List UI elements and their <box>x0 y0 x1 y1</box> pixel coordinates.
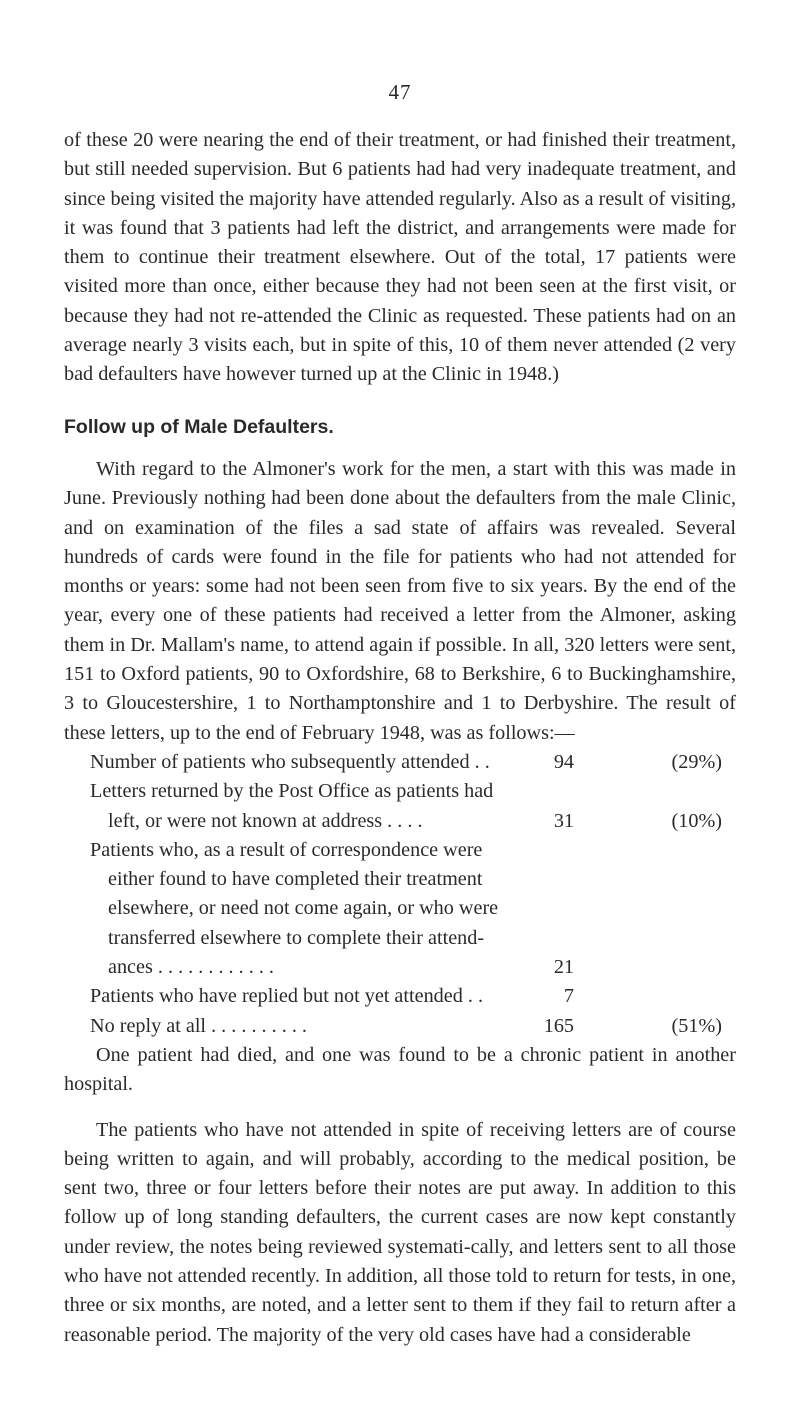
results-row-label <box>90 982 522 1011</box>
results-row-label-line: Number of patients who subsequently attended . . <box>90 750 490 773</box>
section-heading: Follow up of Male Defaulters. <box>64 415 334 438</box>
results-row-label-line: elsewhere, or need not come again, or who were <box>108 897 499 920</box>
results-row <box>90 748 722 777</box>
paragraph-closing: The patients who have not attended in spite of receiving letters are of course being written to again, and will probably, according to the medical position, be sent two, three or four letters before their notes are put away. In addition to this follow up of long standing defaulters, the current cases are now kept constantly under review, the notes being reviewed systemati-cally, and letters sent to all those who have not attended recently. In addition, all those told to return for tests, in one, three or six months, are noted, and a letter sent to them if they fail to return after a reasonable period. The majority of the very old cases have had a considerable <box>64 1118 736 1346</box>
results-row-percent: (51%) <box>671 1014 722 1037</box>
results-row-percent <box>574 836 722 982</box>
results-row-count: 7 <box>563 985 574 1008</box>
paragraph-almoner: With regard to the Almoner's work for the men, a start with this was made in June. Previously nothing had been done about the defaulters from the male Clinic, and on examination of the files a sad state of affairs was revealed. Several hundreds of cards were found in the file for patients who had not attended for months or years: some had not been seen from five to six years. By the end of the year, every one of these patients had received a letter from the Almoner, asking them in Dr. Mallam's name, to attend again if possible. In all, 320 letters were sent, 151 to Oxford patients, 90 to Oxfordshire, 68 to Berkshire, 6 to Buckinghamshire, 3 to Gloucestershire, 1 to Northamptonshire and 1 to Derbyshire. The result of these letters, up to the end of February 1948, was as follows:— <box>64 457 736 744</box>
results-row-count: 31 <box>553 809 574 832</box>
results-row-label-line: either found to have completed their treatment <box>108 868 483 891</box>
results-row-percent: (10%) <box>671 809 722 832</box>
results-row-label <box>90 777 522 836</box>
results-row-label-line: left, or were not known at address . . . . <box>108 809 423 832</box>
results-row <box>90 982 722 1011</box>
results-row-percent <box>574 982 722 1011</box>
results-row-label <box>90 748 522 777</box>
results-row-count: 94 <box>553 750 574 773</box>
results-row-label-line: transferred elsewhere to complete their attend- <box>108 926 485 949</box>
results-row <box>90 777 722 836</box>
results-row-count: 165 <box>543 1014 574 1037</box>
page-number: 47 <box>388 80 412 104</box>
results-table <box>90 748 722 1041</box>
results-row <box>90 1012 722 1041</box>
results-row-count: 21 <box>553 956 574 979</box>
paragraph-after-table: One patient had died, and one was found to be a chronic patient in another hospital. <box>64 1043 736 1096</box>
results-row-label <box>90 836 522 982</box>
results-row-label <box>90 1012 522 1041</box>
results-row <box>90 836 722 982</box>
results-row-label-line: Patients who, as a result of correspondence were <box>90 838 483 861</box>
paragraph-intro: of these 20 were nearing the end of their treatment, or had finished their treatment, but still needed supervision. But 6 patients had had very inadequate treatment, and since being visited the majority have attended regularly. Also as a result of visiting, it was found that 3 patients had left the district, and arrangements were made for them to continue their treatment elsewhere. Out of the total, 17 patients were visited more than once, either because they had not been seen at the first visit, or because they had not re-attended the Clinic as requested. These patients had on an average nearly 3 visits each, but in spite of this, 10 of them never attended (2 very bad defaulters have however turned up at the Clinic in 1948.) <box>64 129 737 386</box>
results-row-label-line: Patients who have replied but not yet attended . . <box>90 985 483 1008</box>
page-body <box>64 126 736 1350</box>
results-row-label-line: Letters returned by the Post Office as patients had <box>90 780 494 803</box>
results-row-percent: (29%) <box>671 750 722 773</box>
results-row-label-line: No reply at all . . . . . . . . . . <box>90 1014 307 1037</box>
results-row-label-line: ances . . . . . . . . . . . . <box>108 956 274 979</box>
